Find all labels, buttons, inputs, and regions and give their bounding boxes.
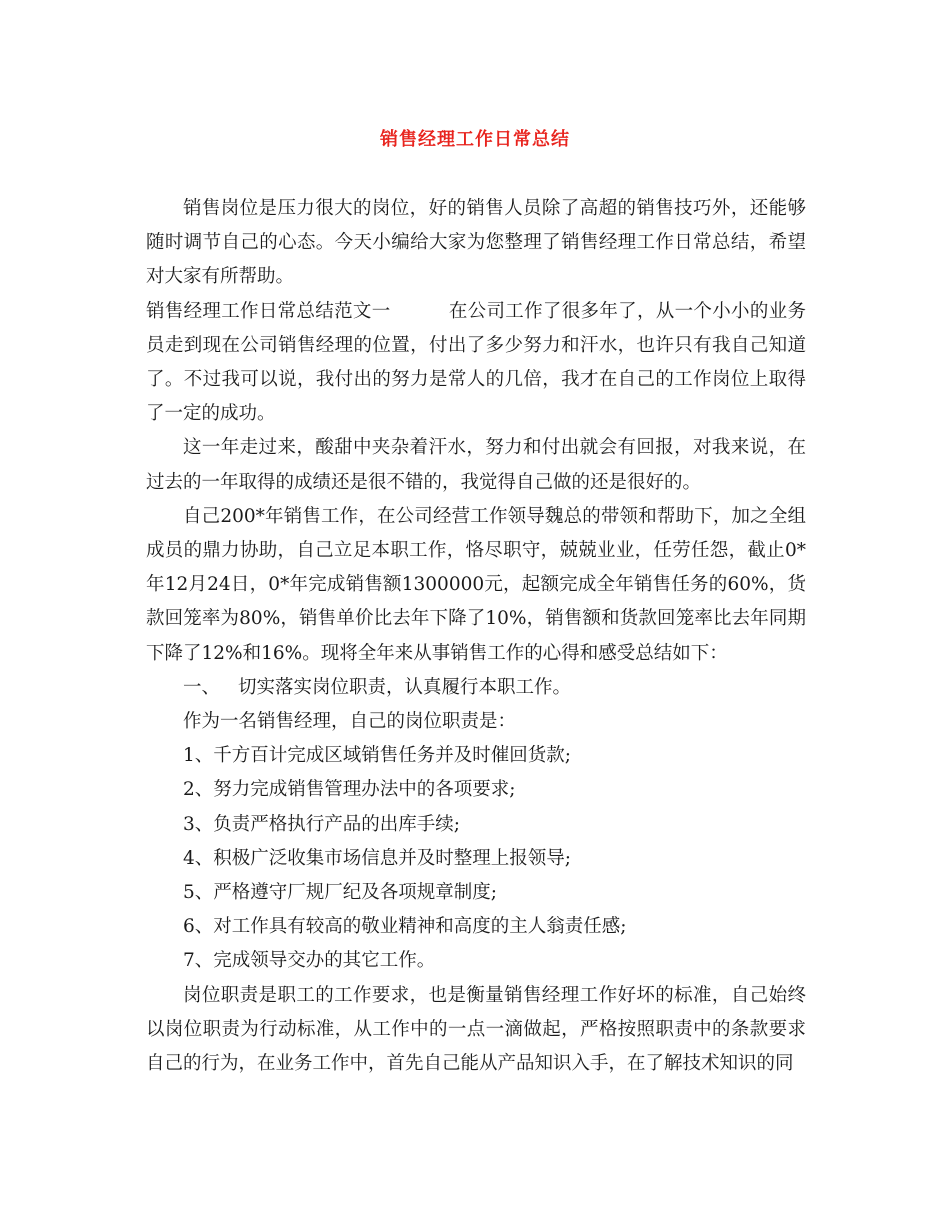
duties-intro: 作为一名销售经理，自己的岗位职责是：	[183, 711, 517, 733]
sample-paragraph	[146, 295, 806, 432]
year-review-paragraph: 这一年走过来，酸甜中夹杂着汗水，努力和付出就会有回报，对我来说，在过去的一年取得的成绩还是很不错的，我觉得自己做的还是很好的。	[146, 437, 806, 493]
duty-item: 3、负责严格执行产品的出库手续;	[183, 813, 461, 835]
section-one-heading	[146, 671, 806, 705]
closing-paragraph: 岗位职责是职工的工作要求，也是衡量销售经理工作好坏的标准，自己始终以岗位职责为行动标准，从工作中的一点一滴做起，严格按照职责中的条款要求自己的行为，在业务工作中，首先自己能从产品知识入手，在了解技术知识的同	[146, 984, 806, 1075]
duty-item: 1、千方百计完成区域销售任务并及时催回货款;	[183, 745, 572, 767]
duty-item: 4、积极广泛收集市场信息并及时整理上报领导;	[183, 847, 572, 869]
section-one-title: 切实落实岗位职责，认真履行本职工作。	[238, 676, 572, 698]
sample-start-text: 在公司工作了很多年了，从一个小小的业务员走到现在公司销售经理的位置，付出了多少努力和汗水，也许只有我自己知道了。不过我可以说，我付出的努力是常人的几倍，我才在自己的工作岗位上取得了一定的成功。	[146, 300, 806, 425]
duty-item: 5、严格遵守厂规厂纪及各项规章制度;	[183, 882, 498, 904]
duty-item: 7、完成领导交办的其它工作。	[183, 950, 436, 972]
document-body	[146, 192, 806, 1081]
duty-item: 6、对工作具有较高的敬业精神和高度的主人翁责任感;	[183, 916, 627, 938]
section-one-number: 一、	[183, 676, 221, 698]
performance-paragraph: 自己200*年销售工作，在公司经营工作领导魏总的带领和帮助下，加之全组成员的鼎力协助，自己立足本职工作，恪尽职守，兢兢业业，任劳任怨，截止0*年12月24日，0*年完成销售额1300000元，起额完成全年销售任务的60%，货款回笼率为80%，销售单价比去年下降了10%，销售额和货款回笼率比去年同期下降了12%和16%。现将全年来从事销售工作的心得和感受总结如下：	[146, 505, 806, 664]
document-title: 销售经理工作日常总结	[380, 129, 570, 150]
intro-paragraph: 销售岗位是压力很大的岗位，好的销售人员除了高超的销售技巧外，还能够随时调节自己的心态。今天小编给大家为您整理了销售经理工作日常总结，希望对大家有所帮助。	[146, 198, 806, 288]
duty-item: 2、努力完成销售管理办法中的各项要求;	[183, 779, 516, 801]
sample-heading: 销售经理工作日常总结范文一	[146, 300, 391, 322]
